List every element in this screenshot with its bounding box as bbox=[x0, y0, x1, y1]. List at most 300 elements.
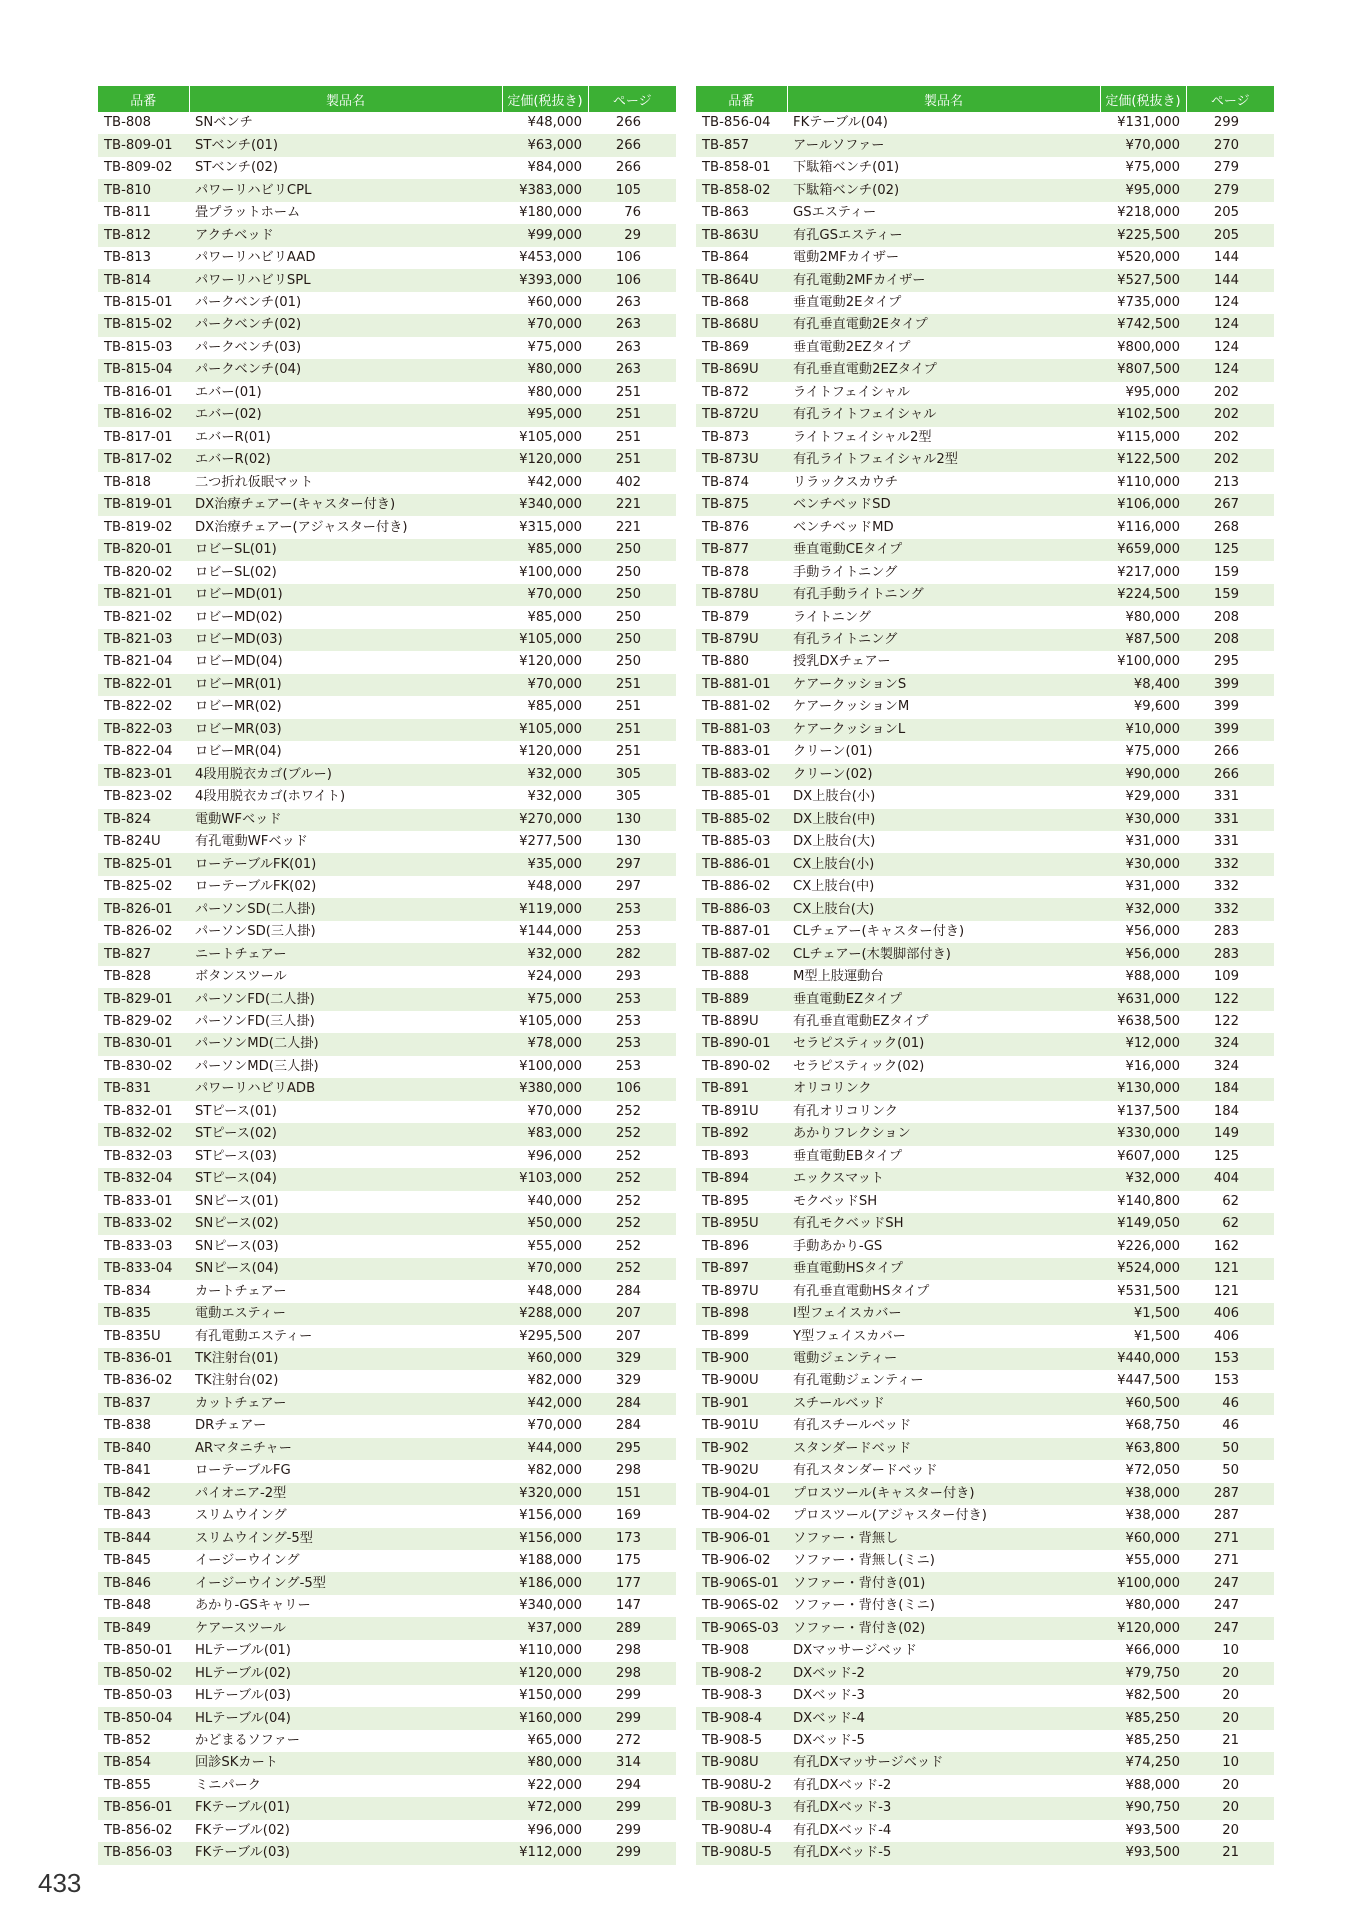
product-code: TB-898 bbox=[696, 1303, 787, 1325]
product-name: DXマッサージベッド bbox=[787, 1640, 1100, 1662]
product-price: ¥48,000 bbox=[502, 876, 588, 898]
catalog-page: 205 bbox=[1186, 224, 1274, 246]
catalog-page: 109 bbox=[1186, 966, 1274, 988]
product-price: ¥277,500 bbox=[502, 831, 588, 853]
product-price: ¥330,000 bbox=[1100, 1123, 1186, 1145]
product-name: 授乳DXチェアー bbox=[787, 651, 1100, 673]
product-name: CX上肢台(大) bbox=[787, 898, 1100, 920]
product-price: ¥122,500 bbox=[1100, 449, 1186, 471]
product-code: TB-908U-3 bbox=[696, 1797, 787, 1819]
table-row bbox=[696, 1730, 1274, 1752]
product-price: ¥742,500 bbox=[1100, 314, 1186, 336]
product-price: ¥55,000 bbox=[502, 1235, 588, 1257]
table-row bbox=[696, 1101, 1274, 1123]
table-row bbox=[696, 1685, 1274, 1707]
product-code: TB-857 bbox=[696, 134, 787, 156]
table-row bbox=[696, 1146, 1274, 1168]
table-row bbox=[98, 561, 676, 583]
catalog-page: 125 bbox=[1186, 1146, 1274, 1168]
table-row bbox=[696, 359, 1274, 381]
product-name: 有孔DXベッド-5 bbox=[787, 1842, 1100, 1864]
catalog-page: 252 bbox=[588, 1191, 676, 1213]
header-name: 製品名 bbox=[787, 86, 1100, 112]
product-price: ¥288,000 bbox=[502, 1303, 588, 1325]
product-price: ¥82,000 bbox=[502, 1460, 588, 1482]
table-row bbox=[98, 1213, 676, 1235]
product-code: TB-873U bbox=[696, 449, 787, 471]
table-row bbox=[696, 831, 1274, 853]
table-row bbox=[98, 786, 676, 808]
product-price: ¥48,000 bbox=[502, 112, 588, 134]
product-price: ¥90,750 bbox=[1100, 1797, 1186, 1819]
product-name: ミニパーク bbox=[189, 1775, 502, 1797]
table-row bbox=[696, 719, 1274, 741]
table-row bbox=[696, 606, 1274, 628]
product-code: TB-834 bbox=[98, 1280, 189, 1302]
catalog-page: 263 bbox=[588, 337, 676, 359]
product-code: TB-836-02 bbox=[98, 1370, 189, 1392]
product-name: SNピース(02) bbox=[189, 1213, 502, 1235]
catalog-page: 251 bbox=[588, 382, 676, 404]
product-name: カットチェアー bbox=[189, 1393, 502, 1415]
product-price: ¥150,000 bbox=[502, 1685, 588, 1707]
catalog-page: 298 bbox=[588, 1640, 676, 1662]
catalog-page: 267 bbox=[1186, 494, 1274, 516]
product-code: TB-858-01 bbox=[696, 157, 787, 179]
product-name: STピース(01) bbox=[189, 1101, 502, 1123]
product-code: TB-879 bbox=[696, 606, 787, 628]
table-row bbox=[696, 427, 1274, 449]
catalog-page: 124 bbox=[1186, 292, 1274, 314]
catalog-page: 332 bbox=[1186, 853, 1274, 875]
product-name: 有孔スタンダードベッド bbox=[787, 1460, 1100, 1482]
product-price: ¥70,000 bbox=[1100, 134, 1186, 156]
catalog-page: 331 bbox=[1186, 831, 1274, 853]
product-price: ¥12,000 bbox=[1100, 1033, 1186, 1055]
table-row bbox=[98, 359, 676, 381]
product-code: TB-908U-5 bbox=[696, 1842, 787, 1864]
catalog-page: 50 bbox=[1186, 1438, 1274, 1460]
product-code: TB-908-3 bbox=[696, 1685, 787, 1707]
product-name: HLテーブル(04) bbox=[189, 1707, 502, 1729]
table-row bbox=[98, 1662, 676, 1684]
product-code: TB-832-03 bbox=[98, 1146, 189, 1168]
product-price: ¥40,000 bbox=[502, 1191, 588, 1213]
product-code: TB-821-03 bbox=[98, 629, 189, 651]
table-row bbox=[98, 1460, 676, 1482]
table-row bbox=[696, 1011, 1274, 1033]
table-row bbox=[98, 1303, 676, 1325]
product-code: TB-895U bbox=[696, 1213, 787, 1235]
product-code: TB-885-03 bbox=[696, 831, 787, 853]
product-name: STピース(02) bbox=[189, 1123, 502, 1145]
product-name: かどまるソファー bbox=[189, 1730, 502, 1752]
product-price: ¥100,000 bbox=[502, 1056, 588, 1078]
product-price: ¥80,000 bbox=[1100, 606, 1186, 628]
catalog-page: 202 bbox=[1186, 382, 1274, 404]
product-name: 垂直電動EZタイプ bbox=[787, 988, 1100, 1010]
product-price: ¥95,000 bbox=[1100, 179, 1186, 201]
catalog-page: 213 bbox=[1186, 472, 1274, 494]
table-row bbox=[696, 921, 1274, 943]
product-code: TB-864U bbox=[696, 269, 787, 291]
product-name: スリムウイング bbox=[189, 1505, 502, 1527]
product-code: TB-814 bbox=[98, 269, 189, 291]
table-row bbox=[696, 629, 1274, 651]
catalog-page: 153 bbox=[1186, 1348, 1274, 1370]
catalog-page: 124 bbox=[1186, 314, 1274, 336]
product-name: ライトフェイシャル bbox=[787, 382, 1100, 404]
product-name: 畳プラットホーム bbox=[189, 202, 502, 224]
catalog-page: 250 bbox=[588, 606, 676, 628]
product-price: ¥224,500 bbox=[1100, 584, 1186, 606]
product-price: ¥105,000 bbox=[502, 719, 588, 741]
product-name: 有孔スチールベッド bbox=[787, 1415, 1100, 1437]
product-price: ¥453,000 bbox=[502, 247, 588, 269]
table-row bbox=[98, 314, 676, 336]
product-code: TB-837 bbox=[98, 1393, 189, 1415]
table-row bbox=[696, 1325, 1274, 1347]
product-price: ¥68,750 bbox=[1100, 1415, 1186, 1437]
product-name: ロビーSL(02) bbox=[189, 561, 502, 583]
product-name: ロビーMD(01) bbox=[189, 584, 502, 606]
product-price: ¥85,000 bbox=[502, 539, 588, 561]
catalog-page: 251 bbox=[588, 449, 676, 471]
table-row bbox=[98, 224, 676, 246]
product-code: TB-889U bbox=[696, 1011, 787, 1033]
product-price: ¥16,000 bbox=[1100, 1056, 1186, 1078]
product-name: パイオニア-2型 bbox=[189, 1483, 502, 1505]
product-name: ライトニング bbox=[787, 606, 1100, 628]
table-row bbox=[696, 1415, 1274, 1437]
catalog-page: 250 bbox=[588, 651, 676, 673]
product-code: TB-815-02 bbox=[98, 314, 189, 336]
product-name: 垂直電動EBタイプ bbox=[787, 1146, 1100, 1168]
table-row bbox=[98, 1325, 676, 1347]
product-code: TB-852 bbox=[98, 1730, 189, 1752]
product-name: ライトフェイシャル2型 bbox=[787, 427, 1100, 449]
product-code: TB-877 bbox=[696, 539, 787, 561]
catalog-page: 266 bbox=[588, 157, 676, 179]
catalog-page: 144 bbox=[1186, 247, 1274, 269]
product-code: TB-822-04 bbox=[98, 741, 189, 763]
product-price: ¥524,000 bbox=[1100, 1258, 1186, 1280]
table-row bbox=[98, 1258, 676, 1280]
product-price: ¥102,500 bbox=[1100, 404, 1186, 426]
product-code: TB-901U bbox=[696, 1415, 787, 1437]
catalog-page: 253 bbox=[588, 921, 676, 943]
catalog-page: 279 bbox=[1186, 157, 1274, 179]
product-name: 有孔垂直電動EZタイプ bbox=[787, 1011, 1100, 1033]
table-row bbox=[98, 921, 676, 943]
table-row bbox=[696, 1617, 1274, 1639]
product-price: ¥120,000 bbox=[502, 741, 588, 763]
table-row bbox=[98, 1730, 676, 1752]
product-name: ニートチェアー bbox=[189, 943, 502, 965]
catalog-page: 329 bbox=[588, 1370, 676, 1392]
product-code: TB-856-02 bbox=[98, 1820, 189, 1842]
product-code: TB-897 bbox=[696, 1258, 787, 1280]
catalog-page: 399 bbox=[1186, 674, 1274, 696]
product-price: ¥84,000 bbox=[502, 157, 588, 179]
product-name: 電動ジェンティー bbox=[787, 1348, 1100, 1370]
table-row bbox=[696, 696, 1274, 718]
product-name: FKテーブル(01) bbox=[189, 1797, 502, 1819]
table-row bbox=[98, 988, 676, 1010]
catalog-page: 329 bbox=[588, 1348, 676, 1370]
product-name: ロビーMD(03) bbox=[189, 629, 502, 651]
product-code: TB-878 bbox=[696, 561, 787, 583]
catalog-page: 251 bbox=[588, 427, 676, 449]
product-code: TB-825-01 bbox=[98, 853, 189, 875]
catalog-page: 202 bbox=[1186, 449, 1274, 471]
table-row bbox=[98, 584, 676, 606]
product-price: ¥32,000 bbox=[1100, 898, 1186, 920]
table-row bbox=[696, 1370, 1274, 1392]
catalog-page: 305 bbox=[588, 764, 676, 786]
catalog-page: 253 bbox=[588, 988, 676, 1010]
product-name: ソファー・背付き(ミニ) bbox=[787, 1595, 1100, 1617]
product-code: TB-810 bbox=[98, 179, 189, 201]
table-row bbox=[696, 674, 1274, 696]
table-row bbox=[98, 539, 676, 561]
product-name: ロビーMD(02) bbox=[189, 606, 502, 628]
table-row bbox=[696, 1438, 1274, 1460]
table-row bbox=[696, 202, 1274, 224]
product-price: ¥340,000 bbox=[502, 494, 588, 516]
table-row bbox=[696, 853, 1274, 875]
product-code: TB-886-02 bbox=[696, 876, 787, 898]
table-row bbox=[98, 606, 676, 628]
product-code: TB-873 bbox=[696, 427, 787, 449]
table-row bbox=[98, 247, 676, 269]
catalog-page: 184 bbox=[1186, 1078, 1274, 1100]
catalog-page: 173 bbox=[588, 1528, 676, 1550]
product-price: ¥295,500 bbox=[502, 1325, 588, 1347]
product-code: TB-829-02 bbox=[98, 1011, 189, 1033]
catalog-page: 402 bbox=[588, 472, 676, 494]
product-code: TB-881-03 bbox=[696, 719, 787, 741]
product-price: ¥38,000 bbox=[1100, 1505, 1186, 1527]
product-name: ロビーMR(04) bbox=[189, 741, 502, 763]
table-row bbox=[98, 1640, 676, 1662]
table-row bbox=[696, 741, 1274, 763]
product-code: TB-908-2 bbox=[696, 1662, 787, 1684]
product-name: 二つ折れ仮眠マット bbox=[189, 472, 502, 494]
product-name: HLテーブル(02) bbox=[189, 1662, 502, 1684]
product-name: DXベッド-3 bbox=[787, 1685, 1100, 1707]
product-price: ¥631,000 bbox=[1100, 988, 1186, 1010]
product-name: カートチェアー bbox=[189, 1280, 502, 1302]
catalog-page: 289 bbox=[588, 1617, 676, 1639]
product-name: イージーウイング bbox=[189, 1550, 502, 1572]
product-code: TB-906S-03 bbox=[696, 1617, 787, 1639]
catalog-page: 122 bbox=[1186, 1011, 1274, 1033]
catalog-page: 332 bbox=[1186, 876, 1274, 898]
product-code: TB-904-01 bbox=[696, 1483, 787, 1505]
product-code: TB-846 bbox=[98, 1572, 189, 1594]
product-name: ケアースツール bbox=[189, 1617, 502, 1639]
table-row bbox=[98, 674, 676, 696]
product-name: ケアークッションL bbox=[787, 719, 1100, 741]
product-price: ¥32,000 bbox=[1100, 1168, 1186, 1190]
product-price: ¥88,000 bbox=[1100, 1775, 1186, 1797]
product-name: ロビーMR(02) bbox=[189, 696, 502, 718]
product-code: TB-850-01 bbox=[98, 1640, 189, 1662]
product-code: TB-896 bbox=[696, 1235, 787, 1257]
product-code: TB-908U bbox=[696, 1752, 787, 1774]
product-code: TB-832-04 bbox=[98, 1168, 189, 1190]
product-price: ¥35,000 bbox=[502, 853, 588, 875]
product-code: TB-904-02 bbox=[696, 1505, 787, 1527]
product-name: 有孔垂直電動HSタイプ bbox=[787, 1280, 1100, 1302]
product-name: エックスマット bbox=[787, 1168, 1100, 1190]
table-row bbox=[98, 943, 676, 965]
product-price: ¥55,000 bbox=[1100, 1550, 1186, 1572]
table-row bbox=[98, 1505, 676, 1527]
product-name: 有孔ライトフェイシャル bbox=[787, 404, 1100, 426]
product-price: ¥31,000 bbox=[1100, 876, 1186, 898]
catalog-page: 106 bbox=[588, 247, 676, 269]
product-code: TB-883-02 bbox=[696, 764, 787, 786]
catalog-page: 21 bbox=[1186, 1730, 1274, 1752]
table-row bbox=[696, 966, 1274, 988]
table-row bbox=[98, 876, 676, 898]
product-code: TB-888 bbox=[696, 966, 787, 988]
catalog-page: 266 bbox=[588, 112, 676, 134]
catalog-page: 404 bbox=[1186, 1168, 1274, 1190]
product-price: ¥72,050 bbox=[1100, 1460, 1186, 1482]
table-row bbox=[696, 472, 1274, 494]
product-price: ¥63,000 bbox=[502, 134, 588, 156]
product-code: TB-821-02 bbox=[98, 606, 189, 628]
catalog-page: 331 bbox=[1186, 786, 1274, 808]
product-name: ベンチベッドMD bbox=[787, 516, 1100, 538]
product-name: プロスツール(アジャスター付き) bbox=[787, 1505, 1100, 1527]
header-code: 品番 bbox=[98, 86, 189, 112]
table-header-row bbox=[696, 86, 1274, 112]
catalog-page: 252 bbox=[588, 1213, 676, 1235]
catalog-page: 125 bbox=[1186, 539, 1274, 561]
product-price: ¥70,000 bbox=[502, 314, 588, 336]
product-name: STピース(03) bbox=[189, 1146, 502, 1168]
catalog-page: 298 bbox=[588, 1460, 676, 1482]
table-body bbox=[98, 112, 676, 1865]
product-name: DXベッド-5 bbox=[787, 1730, 1100, 1752]
catalog-page: 283 bbox=[1186, 943, 1274, 965]
table-row bbox=[98, 179, 676, 201]
catalog-page: 399 bbox=[1186, 719, 1274, 741]
product-name: ボタンスツール bbox=[189, 966, 502, 988]
table-row bbox=[696, 1168, 1274, 1190]
table-row bbox=[98, 1438, 676, 1460]
product-code: TB-891U bbox=[696, 1101, 787, 1123]
product-price: ¥80,000 bbox=[1100, 1595, 1186, 1617]
table-row bbox=[696, 1550, 1274, 1572]
catalog-page: 50 bbox=[1186, 1460, 1274, 1482]
product-name: 有孔電動WFベッド bbox=[189, 831, 502, 853]
product-name: CX上肢台(小) bbox=[787, 853, 1100, 875]
table-row bbox=[98, 629, 676, 651]
table-row bbox=[696, 1640, 1274, 1662]
product-price: ¥110,000 bbox=[1100, 472, 1186, 494]
product-price: ¥100,000 bbox=[502, 561, 588, 583]
product-price: ¥320,000 bbox=[502, 1483, 588, 1505]
product-price: ¥66,000 bbox=[1100, 1640, 1186, 1662]
product-price: ¥110,000 bbox=[502, 1640, 588, 1662]
product-code: TB-872 bbox=[696, 382, 787, 404]
product-price: ¥156,000 bbox=[502, 1505, 588, 1527]
table-row bbox=[696, 247, 1274, 269]
product-code: TB-838 bbox=[98, 1415, 189, 1437]
table-row bbox=[696, 764, 1274, 786]
product-name: 電動2MFカイザー bbox=[787, 247, 1100, 269]
product-price: ¥72,000 bbox=[502, 1797, 588, 1819]
table-row bbox=[696, 1191, 1274, 1213]
product-code: TB-824U bbox=[98, 831, 189, 853]
product-price: ¥188,000 bbox=[502, 1550, 588, 1572]
catalog-page: 284 bbox=[588, 1280, 676, 1302]
catalog-page: 130 bbox=[588, 831, 676, 853]
product-price: ¥96,000 bbox=[502, 1146, 588, 1168]
product-price: ¥93,500 bbox=[1100, 1842, 1186, 1864]
product-name: 電動エスティー bbox=[189, 1303, 502, 1325]
table-row bbox=[98, 1033, 676, 1055]
product-price: ¥83,000 bbox=[502, 1123, 588, 1145]
catalog-page: 20 bbox=[1186, 1775, 1274, 1797]
catalog-page: 252 bbox=[588, 1146, 676, 1168]
table-body bbox=[696, 112, 1274, 1865]
catalog-page: 221 bbox=[588, 516, 676, 538]
product-price: ¥180,000 bbox=[502, 202, 588, 224]
product-code: TB-832-02 bbox=[98, 1123, 189, 1145]
product-price: ¥30,000 bbox=[1100, 809, 1186, 831]
product-price: ¥60,500 bbox=[1100, 1393, 1186, 1415]
product-name: イージーウイング-5型 bbox=[189, 1572, 502, 1594]
product-price: ¥527,500 bbox=[1100, 269, 1186, 291]
catalog-page: 121 bbox=[1186, 1258, 1274, 1280]
product-code: TB-821-01 bbox=[98, 584, 189, 606]
product-name: ARマタニチャー bbox=[189, 1438, 502, 1460]
product-name: あかりフレクション bbox=[787, 1123, 1100, 1145]
catalog-page: 29 bbox=[588, 224, 676, 246]
product-name: CX上肢台(中) bbox=[787, 876, 1100, 898]
product-code: TB-880 bbox=[696, 651, 787, 673]
product-name: SNピース(04) bbox=[189, 1258, 502, 1280]
table-row bbox=[98, 1168, 676, 1190]
product-price: ¥100,000 bbox=[1100, 651, 1186, 673]
product-price: ¥74,250 bbox=[1100, 1752, 1186, 1774]
product-price: ¥225,500 bbox=[1100, 224, 1186, 246]
product-name: パークベンチ(02) bbox=[189, 314, 502, 336]
product-name: 有孔電動エスティー bbox=[189, 1325, 502, 1347]
product-price: ¥120,000 bbox=[1100, 1617, 1186, 1639]
product-name: DXベッド-2 bbox=[787, 1662, 1100, 1684]
page-number: 433 bbox=[38, 1868, 82, 1898]
catalog-page: 62 bbox=[1186, 1191, 1274, 1213]
catalog-page: 252 bbox=[588, 1258, 676, 1280]
table-row bbox=[696, 651, 1274, 673]
table-row bbox=[696, 1797, 1274, 1819]
catalog-page: 293 bbox=[588, 966, 676, 988]
product-price: ¥42,000 bbox=[502, 472, 588, 494]
table-row bbox=[696, 1483, 1274, 1505]
catalog-page: 10 bbox=[1186, 1640, 1274, 1662]
product-price: ¥80,000 bbox=[502, 1752, 588, 1774]
table-row bbox=[696, 1056, 1274, 1078]
product-price: ¥63,800 bbox=[1100, 1438, 1186, 1460]
catalog-page: 271 bbox=[1186, 1528, 1274, 1550]
